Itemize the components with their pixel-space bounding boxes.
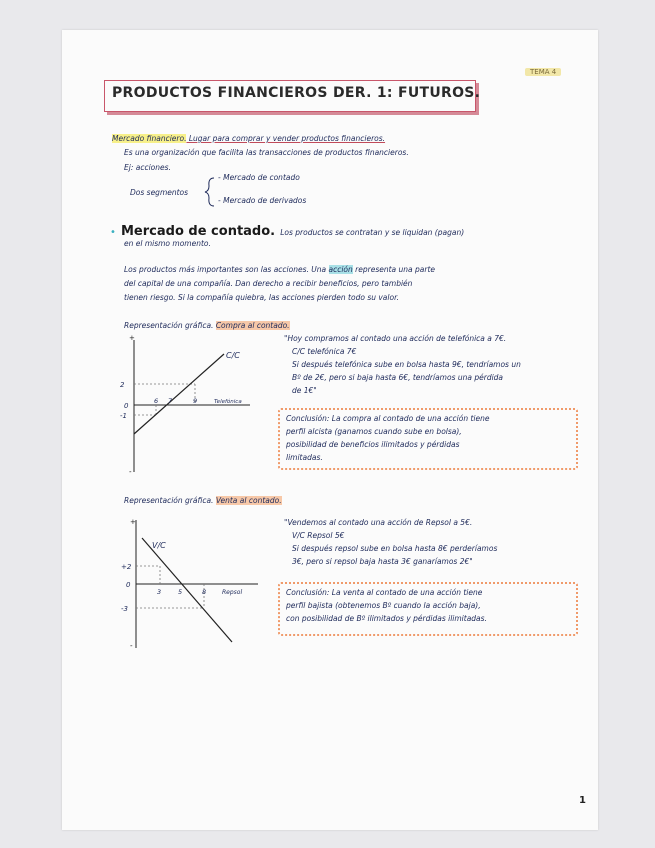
compra-conclusion4: limitadas. bbox=[286, 453, 323, 462]
compra-text1: "Hoy compramos al contado una acción de telefónica a 7€. bbox=[284, 334, 507, 343]
venta-text4: 3€, pero si repsol baja hasta 3€ ganaríamos 2€" bbox=[292, 557, 473, 566]
venta-y-tick: 0 bbox=[126, 581, 131, 589]
svg-text:-: - bbox=[130, 642, 133, 650]
svg-text:+: + bbox=[130, 518, 136, 526]
compra-x-tick: 6 bbox=[154, 397, 159, 405]
mercado-financiero-term: Mercado financiero. bbox=[112, 134, 187, 143]
contado-paragraph-line3: tienen riesgo. Si la compañía quiebra, las acciones pierden todo su valor. bbox=[124, 293, 399, 302]
notebook-page bbox=[62, 30, 598, 830]
venta-x-axis-label: Repsol bbox=[222, 589, 243, 596]
compra-text3: Si después telefónica sube en bolsa hasta 9€, tendríamos un bbox=[292, 360, 521, 369]
compra-payoff-line bbox=[134, 354, 224, 434]
accion-highlight: acción bbox=[328, 265, 353, 274]
compra-y-tick: 2 bbox=[120, 381, 125, 389]
venta-conclusion1: Conclusión: La venta al contado de una acción tiene bbox=[286, 588, 483, 597]
venta-section-label: Representación gráfica. Venta al contado. bbox=[124, 496, 282, 505]
segment-derivados: - Mercado de derivados bbox=[218, 196, 307, 205]
compra-x-axis-label: Telefónica bbox=[214, 399, 242, 405]
venta-graph bbox=[122, 514, 262, 654]
venta-y-tick: +2 bbox=[121, 563, 132, 571]
compra-conclusion3: posibilidad de beneficios ilimitados y pérdidas bbox=[286, 440, 460, 449]
compra-x-tick: 7 bbox=[168, 397, 173, 405]
mercado-financiero-line2: Es una organización que facilita las transacciones de productos financieros. bbox=[124, 148, 409, 157]
svg-text:+: + bbox=[129, 334, 135, 342]
compra-y-tick: -1 bbox=[120, 412, 127, 420]
venta-text2: V/C Repsol 5€ bbox=[292, 531, 345, 540]
venta-x-tick: 8 bbox=[202, 588, 207, 596]
mercado-financiero-line1: Mercado financiero. Lugar para comprar y vender productos financieros. bbox=[112, 134, 386, 143]
compra-text2: C/C telefónica 7€ bbox=[292, 347, 357, 356]
venta-conclusion3: con posibilidad de Bº ilimitados y pérdidas ilimitadas. bbox=[286, 614, 487, 623]
compra-conclusion2: perfil alcista (ganamos cuando sube en bolsa), bbox=[286, 427, 462, 436]
compra-graph bbox=[122, 332, 252, 482]
venta-x-tick: 5 bbox=[178, 588, 183, 596]
mercado-financiero-example: Ej: acciones. bbox=[124, 163, 171, 172]
svg-text:-: - bbox=[129, 468, 132, 476]
segment-contado: - Mercado de contado bbox=[218, 173, 300, 182]
venta-highlight: Venta al contado. bbox=[215, 496, 282, 505]
contado-heading-line: • Mercado de contado. Los productos se contratan y se liquidan (pagan) bbox=[110, 224, 465, 239]
compra-line-label: C/C bbox=[226, 351, 240, 360]
contado-heading: Mercado de contado. bbox=[121, 224, 276, 239]
page-number: 1 bbox=[579, 795, 586, 806]
venta-x-tick: 3 bbox=[157, 588, 162, 596]
venta-y-tick: -3 bbox=[121, 605, 128, 613]
compra-highlight: Compra al contado. bbox=[215, 321, 290, 330]
venta-payoff-line bbox=[142, 538, 232, 642]
contado-desc2: en el mismo momento. bbox=[124, 239, 211, 248]
contado-paragraph-line2: del capital de una compañía. Dan derecho a recibir beneficios, pero también bbox=[124, 279, 413, 288]
page-title: PRODUCTOS FINANCIEROS DER. 1: FUTUROS. bbox=[112, 85, 481, 101]
compra-text5: de 1€" bbox=[292, 386, 317, 395]
venta-line-label: V/C bbox=[152, 541, 166, 550]
segments-brace bbox=[204, 176, 218, 208]
venta-text1: "Vendemos al contado una acción de Repsol a 5€. bbox=[284, 518, 473, 527]
contado-paragraph-line1: Los productos más importantes son las acciones. Una acción representa una parte bbox=[124, 265, 435, 274]
compra-text4: Bº de 2€, pero si baja hasta 6€, tendríamos una pérdida bbox=[292, 373, 504, 382]
topic-tag: TEMA 4 bbox=[525, 68, 561, 76]
venta-text3: Si después repsol sube en bolsa hasta 8€ perderíamos bbox=[292, 544, 498, 553]
venta-conclusion2: perfil bajista (obtenemos Bº cuando la acción baja), bbox=[286, 601, 481, 610]
segments-label: Dos segmentos bbox=[130, 188, 189, 197]
compra-conclusion1: Conclusión: La compra al contado de una acción tiene bbox=[286, 414, 490, 423]
compra-x-tick: 9 bbox=[193, 397, 198, 405]
compra-section-label: Representación gráfica. Compra al contado. bbox=[124, 321, 290, 330]
compra-y-tick: 0 bbox=[124, 402, 129, 410]
